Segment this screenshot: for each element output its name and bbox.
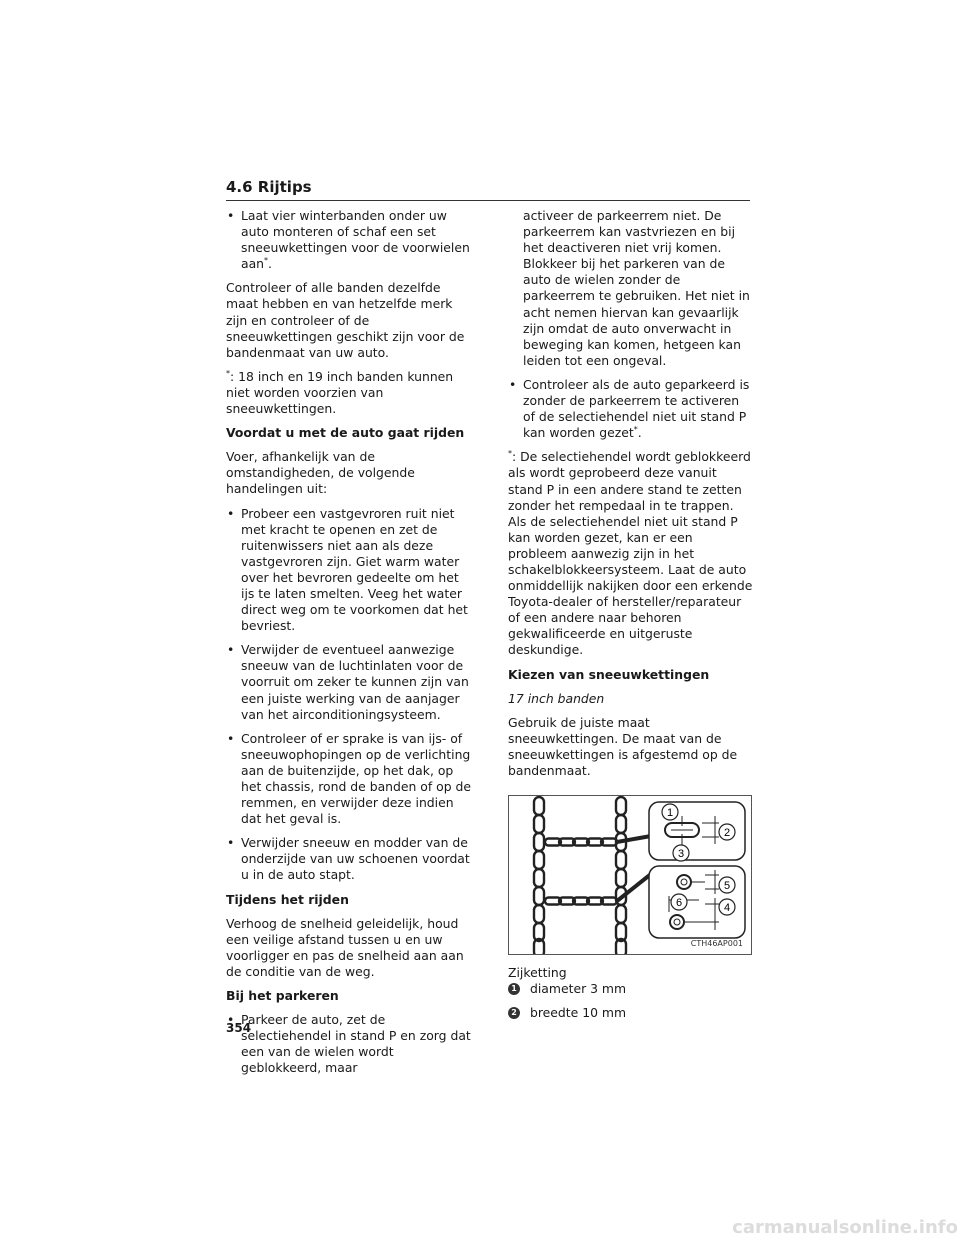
footnote-selector-lever: *: De selectiehendel wordt geblokkeerd als wordt geprobeerd deze vanuit stand P in een andere stand te zetten zonder het rempedaal in te trappen. Als de selectiehendel niet uit stand P kan worden gezet, kan er een probleem aanwezig zijn in het schakelblokkeersysteem. Laat de auto onmiddellijk nakijken door een erkende Toyota-dealer of hersteller/reparateur of een andere naar behoren gekwalificeerde en uitgeruste deskundige.	[508, 449, 753, 658]
detail-cross-chain	[649, 866, 745, 938]
bullet-parking-continued: activeer de parkeerrem niet. De parkeerrem kan vastvriezen en bij het deactiveren niet vrij komen. Blokkeer bij het parkeren van de auto de wielen zonder de parkeerrem te gebruiken. Het niet in acht nemen hiervan kan gevaarlijk zijn omdat de auto onverwacht in beweging kan komen, hetgeen kan leiden tot een ongeval.	[523, 208, 750, 368]
callout-5: 5	[723, 880, 731, 893]
cross-chain-top	[545, 839, 617, 846]
cross-chain-bottom	[545, 898, 617, 905]
callout-4: 4	[723, 902, 731, 915]
paragraph-check-tires: Controleer of alle banden dezelfde maat hebben en van hetzelfde merk zijn en controleer of de sneeuwkettingen geschikt zijn voor de bandenmaat van uw auto.	[226, 280, 465, 360]
paragraph-actions-intro: Voer, afhankelijk van de omstandigheden, de volgende handelingen uit:	[226, 449, 415, 497]
footnote-tire-sizes: *: 18 inch en 19 inch banden kunnen niet worden voorzien van sneeuwkettingen.	[226, 368, 454, 417]
bullet-winter-tires: • Laat vier winterbanden onder uw auto monteren of schaf een set sneeuwkettingen voor de voorwielen aan*.	[226, 208, 472, 272]
bullet-check-parked: • Controleer als de auto geparkeerd is zonder de parkeerrem te activeren of de selectiehendel niet uit stand P kan worden gezet*.	[508, 377, 754, 441]
callout-2: 2	[723, 827, 731, 840]
page-number: 354	[226, 1021, 252, 1035]
snow-chain-figure	[508, 795, 752, 955]
bullet-air-intake: • Verwijder de eventueel aanwezige sneeuw van de luchtinlaten voor de voorruit om zeker te kunnen zijn van een juiste werking van de aanjager van het airconditioningsysteem.	[226, 642, 472, 722]
heading-while-driving: Tijdens het rijden	[226, 891, 349, 907]
bullet-ice-buildup: • Controleer of er sprake is van ijs- of sneeuwophopingen op de verlichting aan de buitenzijde, op het dak, op het chassis, rond de banden of op de remmen, en verwijder deze indien dat het geval is.	[226, 731, 472, 828]
legend-item-1	[508, 981, 754, 997]
legend-text: breedte 10 mm	[530, 1005, 627, 1021]
bullet-frozen-window: • Probeer een vastgevroren ruit niet met kracht te openen en zet de ruitenwissers niet aan als deze vastgevroren zijn. Giet warm water over het bevroren gedeelte om het ijs te laten smelten. Veeg het water direct weg om te voorkomen dat het bevriest.	[226, 506, 472, 635]
legend-text: diameter 3 mm	[530, 981, 627, 997]
section-header: 4.6 Rijtips	[226, 178, 750, 201]
heading-choosing-chains: Kiezen van sneeuwkettingen	[508, 666, 710, 682]
detail-side-chain	[649, 802, 745, 861]
watermark: carmanualsonline.info	[732, 1217, 958, 1238]
snow-chain-illustration	[509, 796, 751, 954]
number-badge: 2	[508, 1007, 520, 1019]
paragraph-chain-size: Gebruik de juiste maat sneeuwkettingen. De maat van de sneeuwkettingen is afgestemd op de bandenmaat.	[508, 714, 738, 778]
subheading-17-inch: 17 inch banden	[508, 690, 605, 706]
paragraph-speed: Verhoog de snelheid geleidelijk, houd een veilige afstand tussen u en uw voorligger en pas de snelheid aan aan de conditie van de weg.	[226, 915, 464, 979]
legend-item-2	[508, 1005, 754, 1021]
heading-parking: Bij het parkeren	[226, 988, 339, 1004]
heading-before-driving: Voordat u met de auto gaat rijden	[226, 425, 465, 441]
figure-code: CTH46AP001	[690, 939, 743, 948]
callout-1: 1	[666, 807, 674, 820]
number-badge: 1	[508, 983, 520, 995]
bullet-parking: • Parkeer de auto, zet de selectiehendel in stand P en zorg dat een van de wielen wordt geblokkeerd, maar	[226, 1012, 472, 1076]
side-chain-left	[534, 797, 544, 954]
callout-6: 6	[675, 897, 683, 910]
figure-caption: Zijketting	[508, 965, 567, 981]
callout-3: 3	[677, 848, 685, 861]
side-chain-right	[616, 797, 626, 954]
left-column	[226, 208, 472, 1085]
bullet-shoes: • Verwijder sneeuw en modder van de onderzijde van uw schoenen voordat u in de auto stapt.	[226, 835, 472, 883]
right-column	[508, 208, 754, 1029]
